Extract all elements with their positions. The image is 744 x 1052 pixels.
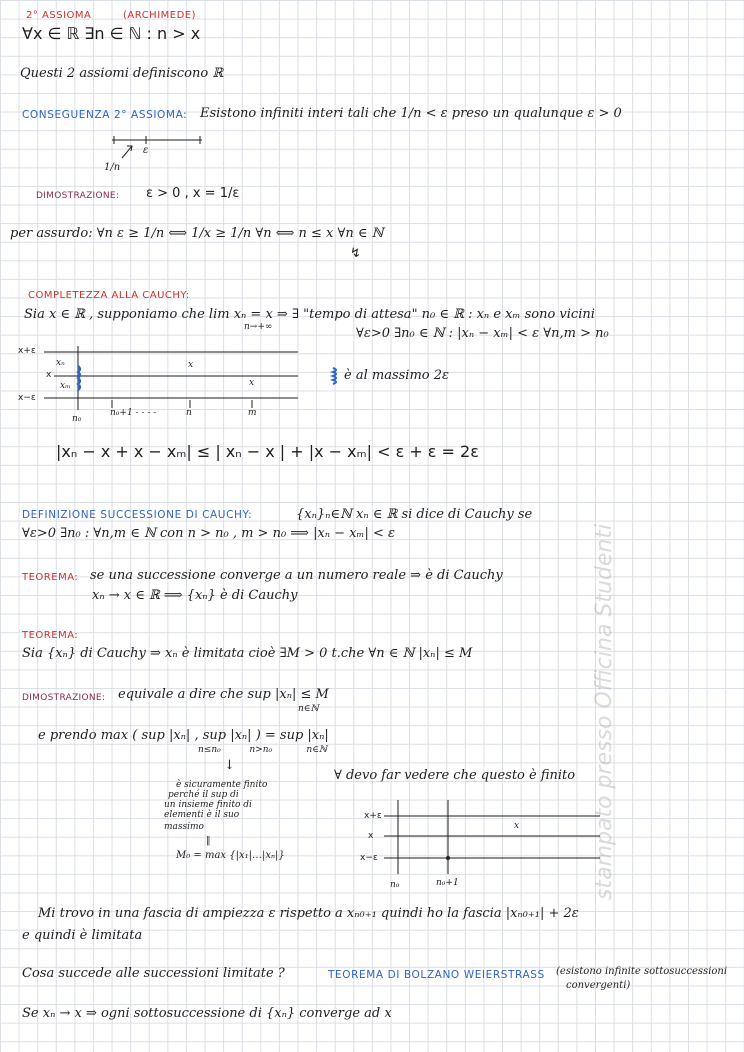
demo2-note-3: un insieme finito di — [164, 800, 252, 810]
band-label-xn: xₙ — [56, 358, 65, 368]
figure-fraction-label: 1/n — [104, 162, 121, 173]
conclusion-question: Cosa succede alle successioni limitate ? — [22, 966, 285, 981]
theorem2-text: Sia {xₙ} di Cauchy ⇒ xₙ è limitata cioè ∃M > 0 t.che ∀n ∈ ℕ |xₙ| ≤ M — [22, 646, 473, 661]
definition-text: {xₙ}ₙ∈ℕ xₙ ∈ ℝ si dice di Cauchy se — [296, 507, 533, 522]
axiom-title: 2° ASSIOMA — [26, 10, 92, 21]
contradiction-mark: ↯ — [350, 246, 361, 261]
band-label-bot: x−ε — [18, 393, 36, 403]
conclusion-line2: e quindi è limitata — [22, 928, 143, 943]
demo2-line2: e prendo max ( sup |xₙ| , sup |xₙ| ) = sup |xₙ| — [38, 728, 329, 743]
theorem1-text: se una successione converge a un numero reale ⇒ è di Cauchy — [90, 568, 503, 583]
band-tick-n0p1: n₀+1 - - - - — [110, 408, 157, 418]
bounded-point: x — [514, 821, 520, 831]
theorem2-label: TEOREMA: — [22, 630, 79, 641]
bolzano-weierstrass-label: TEOREMA DI BOLZANO WEIERSTRASS — [328, 969, 545, 981]
demo1-line2: per assurdo: ∀n ε ≥ 1/n ⟺ 1/x ≥ 1/n ∀n ⟺ n ≤ x ∀n ∈ ℕ — [10, 226, 384, 241]
cauchy-line1: Sia x ∈ ℝ , supponiamo che lim xₙ = x ⇒ ∃ "tempo di attesa" n₀ ∈ ℝ : xₙ e xₘ sono vicini — [24, 307, 595, 322]
conclusion-paren: (esistono infinite sottosuccessioni — [556, 966, 728, 977]
bounded-tick-n0p1: n₀+1 — [436, 878, 459, 888]
bounded-tick-n0: n₀ — [390, 880, 400, 890]
demo2-m0: M₀ = max {|x₁|…|xₙ|} — [176, 850, 285, 861]
demo1-text: ε > 0 , x = 1/ε — [146, 186, 240, 201]
band-label-mid: x — [46, 370, 52, 380]
demo2-note-eq: ‖ — [206, 836, 211, 846]
conclusion-paren2: convergenti) — [566, 980, 631, 991]
band-point-1: x — [188, 360, 194, 370]
demo2-text: equivale a dire che sup |xₙ| ≤ M — [118, 687, 329, 702]
bounded-label-bot: x−ε — [360, 853, 378, 863]
band-tick-m: m — [248, 408, 257, 418]
cauchy-line2: ∀ε>0 ∃n₀ ∈ ℕ : |xₙ − xₘ| < ε ∀n,m > n₀ — [356, 326, 609, 341]
bounded-band-figure — [360, 796, 610, 882]
demo2-note-4: elementi è il suo — [164, 810, 240, 820]
cauchy-band-figure — [14, 340, 314, 430]
demo2-note-5: massimo — [164, 822, 204, 832]
watermark: stampato presso Officina Studenti — [592, 523, 617, 900]
demo2-note-1: è sicuramente finito — [176, 780, 268, 790]
axiom-statement: ∀x ∈ ℝ ∃n ∈ ℕ : n > x — [22, 24, 201, 43]
consequence-label: CONSEGUENZA 2° ASSIOMA: — [22, 109, 188, 121]
theorem1-label: TEOREMA: — [22, 572, 79, 583]
cauchy-inequality: |xₙ − x + x − xₘ| ≤ | xₙ − x | + |x − xₘ| < ε + ε = 2ε — [56, 442, 479, 461]
consequence-text: Esistono infiniti interi tali che 1/n < ε preso un qualunque ε > 0 — [200, 106, 622, 121]
axioms-note: Questi 2 assiomi definiscono ℝ — [20, 66, 224, 81]
demo2-label: DIMOSTRAZIONE: — [22, 693, 106, 703]
demo2-note-2: perché il sup di — [168, 790, 239, 800]
axiom-subtitle: (ARCHIMEDE) — [123, 10, 197, 21]
band-label-top: x+ε — [18, 346, 36, 356]
figure-epsilon-label: ε — [143, 145, 149, 156]
demo2-line2-subs: n≤n₀ n>n₀ n∈ℕ — [198, 745, 328, 755]
blue-scribble-icon — [330, 366, 342, 386]
bounded-label-top: x+ε — [364, 811, 382, 821]
conclusion-last: Se xₙ → x ⇒ ogni sottosuccessione di {xₙ} converge ad x — [22, 1006, 392, 1021]
band-point-2: x — [249, 378, 255, 388]
demo2-down-arrow: ↓ — [224, 758, 235, 773]
cauchy-side-note: è al massimo 2ε — [344, 368, 449, 383]
cauchy-label: COMPLETEZZA ALLA CAUCHY: — [28, 290, 190, 301]
band-tick-n0: n₀ — [72, 414, 82, 424]
band-label-xm: xₘ — [60, 381, 71, 391]
definition-label: DEFINIZIONE SUCCESSIONE DI CAUCHY: — [22, 509, 253, 521]
band-tick-n: n — [186, 408, 192, 418]
bounded-label-mid: x — [368, 831, 374, 841]
demo1-label: DIMOSTRAZIONE: — [36, 191, 120, 201]
definition-line2: ∀ε>0 ∃n₀ : ∀n,m ∈ ℕ con n > n₀ , m > n₀ ⟹ |xₙ − xₘ| < ε — [22, 526, 396, 541]
demo2-right-note: ∀ devo far vedere che questo è finito — [334, 768, 576, 783]
cauchy-lim-sub: n→+∞ — [244, 322, 273, 332]
demo2-sup-sub: n∈ℕ — [298, 704, 319, 714]
conclusion-line1: Mi trovo in una fascia di ampiezza ε rispetto a xₙ₀₊₁ quindi ho la fascia |xₙ₀₊₁| + 2ε — [38, 906, 579, 921]
theorem1-line2: xₙ → x ∈ ℝ ⟹ {xₙ} è di Cauchy — [92, 588, 298, 603]
